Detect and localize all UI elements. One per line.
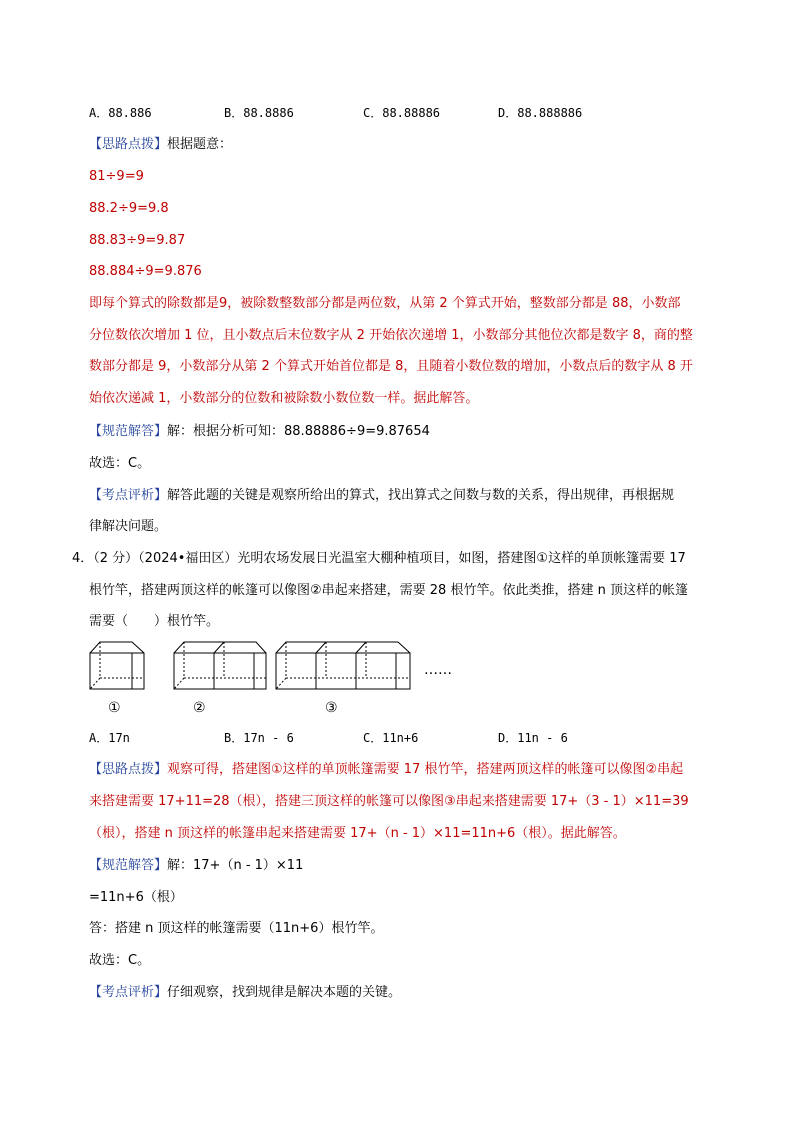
q3-hint-tag: 【思路点拨】 xyxy=(89,137,168,152)
q4-option-b: B．17n - 6 xyxy=(224,731,294,745)
q3-equation-4: 88.884÷9=9.876 xyxy=(89,264,202,279)
q3-option-d: D．88.888886 xyxy=(498,106,583,120)
q3-analysis-line-2: 分位数依次增加 1 位，且小数点后末位数字从 2 开始依次递增 1，小数部分其他位次都是数字 8，商的整 xyxy=(89,328,693,343)
q4-comment-text: 仔细观察，找到规律是解决本题的关键。 xyxy=(167,985,402,1000)
q3-analysis-line-1: 即每个算式的除数都是9，被除数整数部分都是两位数，从第 2 个算式开始，整数部分都是 88，小数部 xyxy=(89,296,681,311)
q3-solution-text: 解：根据分析可知：88.88886÷9=9.87654 xyxy=(167,424,430,439)
q3-equation-3: 88.83÷9=9.87 xyxy=(89,233,186,248)
q4-solution-line-3: 答：搭建 n 顶这样的帐篷需要（11n+6）根竹竿。 xyxy=(89,921,384,936)
q3-hint-line xyxy=(89,136,232,154)
q4-stem-line-1: 4．（2 分）（2024•福田区）光明农场发展日光温室大棚种植项目，如图，搭建图①这样的单顶帐篷需要 17 xyxy=(72,551,686,566)
tent-figure-2 xyxy=(174,642,266,689)
q3-comment-line-2: 律解决问题。 xyxy=(89,519,168,534)
q4-stem-line-2: 根竹竿，搭建两顶这样的帐篷可以像图②串起来搭建，需要 28 根竹竿。依此类推，搭建 n 顶这样的帐篷 xyxy=(89,583,688,598)
q4-hint-line-3: （根），搭建 n 顶这样的帐篷串起来搭建需要 17+（n - 1）×11=11n+6（根）。据此解答。 xyxy=(89,826,626,841)
figure-label-3: ③ xyxy=(325,700,338,716)
q4-choice: 故选：C。 xyxy=(89,953,151,968)
q3-option-c: C．88.88886 xyxy=(363,106,441,120)
q4-solution-line-2: =11n+6（根） xyxy=(89,890,183,905)
tent-ellipsis: …… xyxy=(424,662,452,678)
q3-comment-tag: 【考点评析】 xyxy=(89,488,168,503)
q3-analysis-line-4: 始依次递减 1，小数部分的位数和被除数小数位数一样。据此解答。 xyxy=(89,391,479,406)
q3-equation-1: 81÷9=9 xyxy=(89,169,144,184)
tent-figure-1 xyxy=(90,642,144,689)
q3-option-a: A．88.886 xyxy=(89,106,152,120)
q4-hint-tag: 【思路点拨】 xyxy=(89,762,168,777)
q4-hint-line-1 xyxy=(89,761,683,779)
q3-analysis-line-3: 数部分都是 9，小数部分从第 2 个算式开始首位都是 8，且随着小数位数的增加，小数点后的数字从 8 开 xyxy=(89,359,693,374)
q4-comment-tag: 【考点评析】 xyxy=(89,985,168,1000)
q3-solution-tag: 【规范解答】 xyxy=(89,424,168,439)
q4-hint-text-1: 观察可得，搭建图①这样的单顶帐篷需要 17 根竹竿，搭建两顶这样的帐篷可以像图②串起 xyxy=(167,762,684,777)
q4-solution-text-1: 解：17+（n - 1）×11 xyxy=(167,858,304,873)
q3-option-b: B．88.8886 xyxy=(224,106,294,120)
q3-hint-text: 根据题意： xyxy=(167,137,233,152)
q3-solution-line xyxy=(89,423,430,441)
figure-label-2: ② xyxy=(193,700,206,716)
q3-comment-line-1 xyxy=(89,487,674,505)
q3-comment-text-1: 解答此题的关键是观察所给出的算式，找出算式之间数与数的关系，得出规律，再根据规 xyxy=(167,488,675,503)
tent-figures xyxy=(80,636,460,696)
q4-option-c: C．11n+6 xyxy=(363,731,419,745)
q4-hint-line-2: 来搭建需要 17+11=28（根），搭建三顶这样的帐篷可以像图③串起来搭建需要 17+（3 - 1）×11=39 xyxy=(89,794,689,809)
tent-figure-3 xyxy=(276,642,410,689)
q4-comment-line xyxy=(89,984,401,1002)
q4-stem-line-3: 需要（ ）根竹竿。 xyxy=(89,614,220,629)
q4-option-d: D．11n - 6 xyxy=(498,731,568,745)
q4-solution-line-1 xyxy=(89,857,303,875)
q3-choice: 故选：C。 xyxy=(89,456,151,471)
figure-label-1: ① xyxy=(108,700,121,716)
q4-solution-tag: 【规范解答】 xyxy=(89,858,168,873)
q4-option-a: A．17n xyxy=(89,731,130,745)
q3-equation-2: 88.2÷9=9.8 xyxy=(89,201,169,216)
